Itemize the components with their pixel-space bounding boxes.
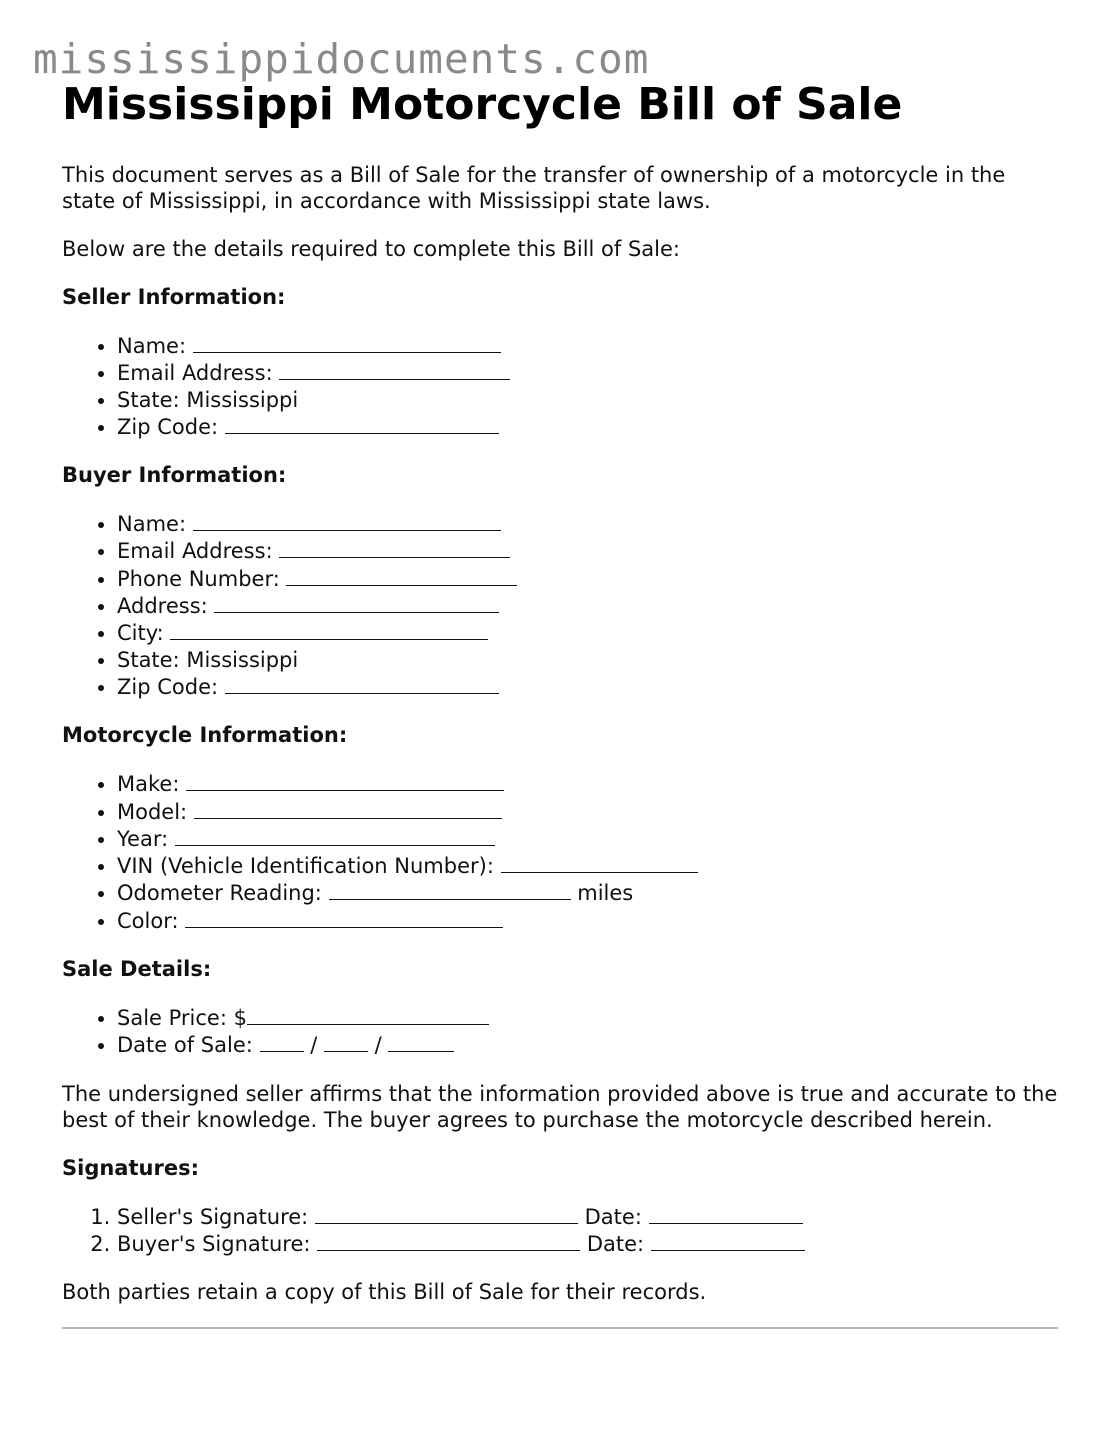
motorcycle-model-label: Model: bbox=[117, 799, 188, 824]
buyer-city-item bbox=[117, 619, 1058, 646]
document-title: Mississippi Motorcycle Bill of Sale bbox=[62, 79, 903, 130]
sale-date-month-field[interactable] bbox=[260, 1031, 304, 1052]
seller-zip-label: Zip Code: bbox=[117, 414, 219, 439]
seller-zip-item bbox=[117, 413, 1058, 440]
motorcycle-year-field[interactable] bbox=[175, 825, 495, 846]
seller-email-label: Email Address: bbox=[117, 361, 273, 386]
motorcycle-odometer-label: Odometer Reading: bbox=[117, 881, 322, 906]
seller-email-field[interactable] bbox=[279, 359, 510, 380]
motorcycle-model-item bbox=[117, 798, 1058, 825]
buyer-phone-label: Phone Number: bbox=[117, 566, 280, 591]
buyer-zip-label: Zip Code: bbox=[117, 674, 219, 699]
motorcycle-color-label: Color: bbox=[117, 908, 179, 933]
buyer-city-field[interactable] bbox=[170, 619, 488, 640]
signatures-heading: Signatures: bbox=[62, 1155, 199, 1180]
motorcycle-vin-field[interactable] bbox=[501, 852, 698, 873]
signatures-list bbox=[62, 1203, 1058, 1258]
motorcycle-vin-item bbox=[117, 852, 1058, 879]
motorcycle-heading: Motorcycle Information: bbox=[62, 723, 348, 748]
buyer-city-label: City: bbox=[117, 621, 164, 646]
closing-paragraph: Both parties retain a copy of this Bill of Sale for their records. bbox=[62, 1280, 707, 1305]
odometer-unit: miles bbox=[577, 881, 634, 906]
buyer-phone-item bbox=[117, 565, 1058, 592]
date-separator: / bbox=[374, 1033, 382, 1058]
buyer-email-label: Email Address: bbox=[117, 539, 273, 564]
seller-name-label: Name: bbox=[117, 334, 187, 358]
motorcycle-make-item bbox=[117, 770, 1058, 797]
seller-zip-field[interactable] bbox=[225, 413, 499, 434]
bottom-divider bbox=[62, 1327, 1058, 1329]
motorcycle-color-item bbox=[117, 907, 1058, 934]
sale-list bbox=[62, 1004, 1058, 1059]
buyer-heading: Buyer Information: bbox=[62, 463, 287, 488]
seller-list bbox=[62, 332, 1058, 440]
buyer-name-label: Name: bbox=[117, 512, 187, 537]
buyer-signature-date-label: Date: bbox=[586, 1231, 645, 1256]
bill-of-sale-document bbox=[62, 78, 1058, 1329]
buyer-address-item bbox=[117, 592, 1058, 619]
affirmation-paragraph: The undersigned seller affirms that the information provided above is true and accurate to the best of their knowledge. The buyer agrees to purchase the motorcycle described herein. bbox=[62, 1081, 1058, 1132]
motorcycle-color-field[interactable] bbox=[185, 907, 503, 928]
buyer-name-item bbox=[117, 510, 1058, 537]
sale-heading: Sale Details: bbox=[62, 957, 212, 982]
buyer-state-label: State: Mississippi bbox=[117, 647, 299, 672]
sale-date-year-field[interactable] bbox=[388, 1031, 454, 1052]
seller-signature-field[interactable] bbox=[315, 1203, 578, 1224]
buyer-list bbox=[62, 510, 1058, 700]
seller-state-item bbox=[117, 387, 1058, 413]
motorcycle-make-label: Make: bbox=[117, 772, 180, 797]
buyer-signature-field[interactable] bbox=[317, 1230, 580, 1251]
sale-price-field[interactable] bbox=[247, 1004, 489, 1025]
motorcycle-year-label: Year: bbox=[117, 826, 169, 851]
site-watermark: mississippidocuments.com bbox=[33, 35, 650, 83]
sale-price-label: Sale Price: $ bbox=[117, 1006, 247, 1031]
intro-paragraph: This document serves as a Bill of Sale for the transfer of ownership of a motorcycle in the state of Mississippi, in accordance with Mississippi state laws. bbox=[62, 163, 1006, 213]
motorcycle-vin-label: VIN (Vehicle Identification Number): bbox=[117, 854, 494, 879]
seller-email-item bbox=[117, 359, 1058, 386]
buyer-phone-field[interactable] bbox=[286, 565, 517, 586]
buyer-name-field[interactable] bbox=[193, 510, 501, 531]
date-separator: / bbox=[310, 1033, 318, 1058]
buyer-address-label: Address: bbox=[117, 594, 208, 619]
seller-signature-date-field[interactable] bbox=[649, 1203, 803, 1224]
seller-state-label: State: Mississippi bbox=[117, 387, 299, 412]
seller-signature-label: Seller's Signature: bbox=[117, 1204, 309, 1229]
buyer-state-item bbox=[117, 647, 1058, 673]
buyer-signature-label: Buyer's Signature: bbox=[117, 1231, 311, 1256]
seller-signature-date-label: Date: bbox=[584, 1204, 642, 1229]
motorcycle-make-field[interactable] bbox=[186, 770, 504, 791]
sale-date-day-field[interactable] bbox=[324, 1031, 368, 1052]
buyer-zip-item bbox=[117, 673, 1058, 700]
lead-paragraph: Below are the details required to complete this Bill of Sale: bbox=[62, 237, 680, 261]
buyer-email-item bbox=[117, 537, 1058, 564]
seller-name-field[interactable] bbox=[193, 332, 501, 353]
motorcycle-odometer-field[interactable] bbox=[329, 879, 571, 900]
seller-signature-item bbox=[117, 1203, 1058, 1230]
motorcycle-odometer-item bbox=[117, 879, 1058, 906]
sale-date-label: Date of Sale: bbox=[117, 1033, 253, 1058]
buyer-email-field[interactable] bbox=[279, 537, 510, 558]
motorcycle-model-field[interactable] bbox=[194, 798, 502, 819]
sale-price-item bbox=[117, 1004, 1058, 1031]
buyer-zip-field[interactable] bbox=[225, 673, 499, 694]
seller-heading: Seller Information: bbox=[62, 285, 286, 309]
buyer-signature-item bbox=[117, 1230, 1058, 1257]
buyer-address-field[interactable] bbox=[214, 592, 499, 613]
motorcycle-list bbox=[62, 770, 1058, 934]
motorcycle-year-item bbox=[117, 825, 1058, 852]
seller-name-item bbox=[117, 332, 1058, 359]
sale-date-item bbox=[117, 1031, 1058, 1058]
buyer-signature-date-field[interactable] bbox=[651, 1230, 805, 1251]
